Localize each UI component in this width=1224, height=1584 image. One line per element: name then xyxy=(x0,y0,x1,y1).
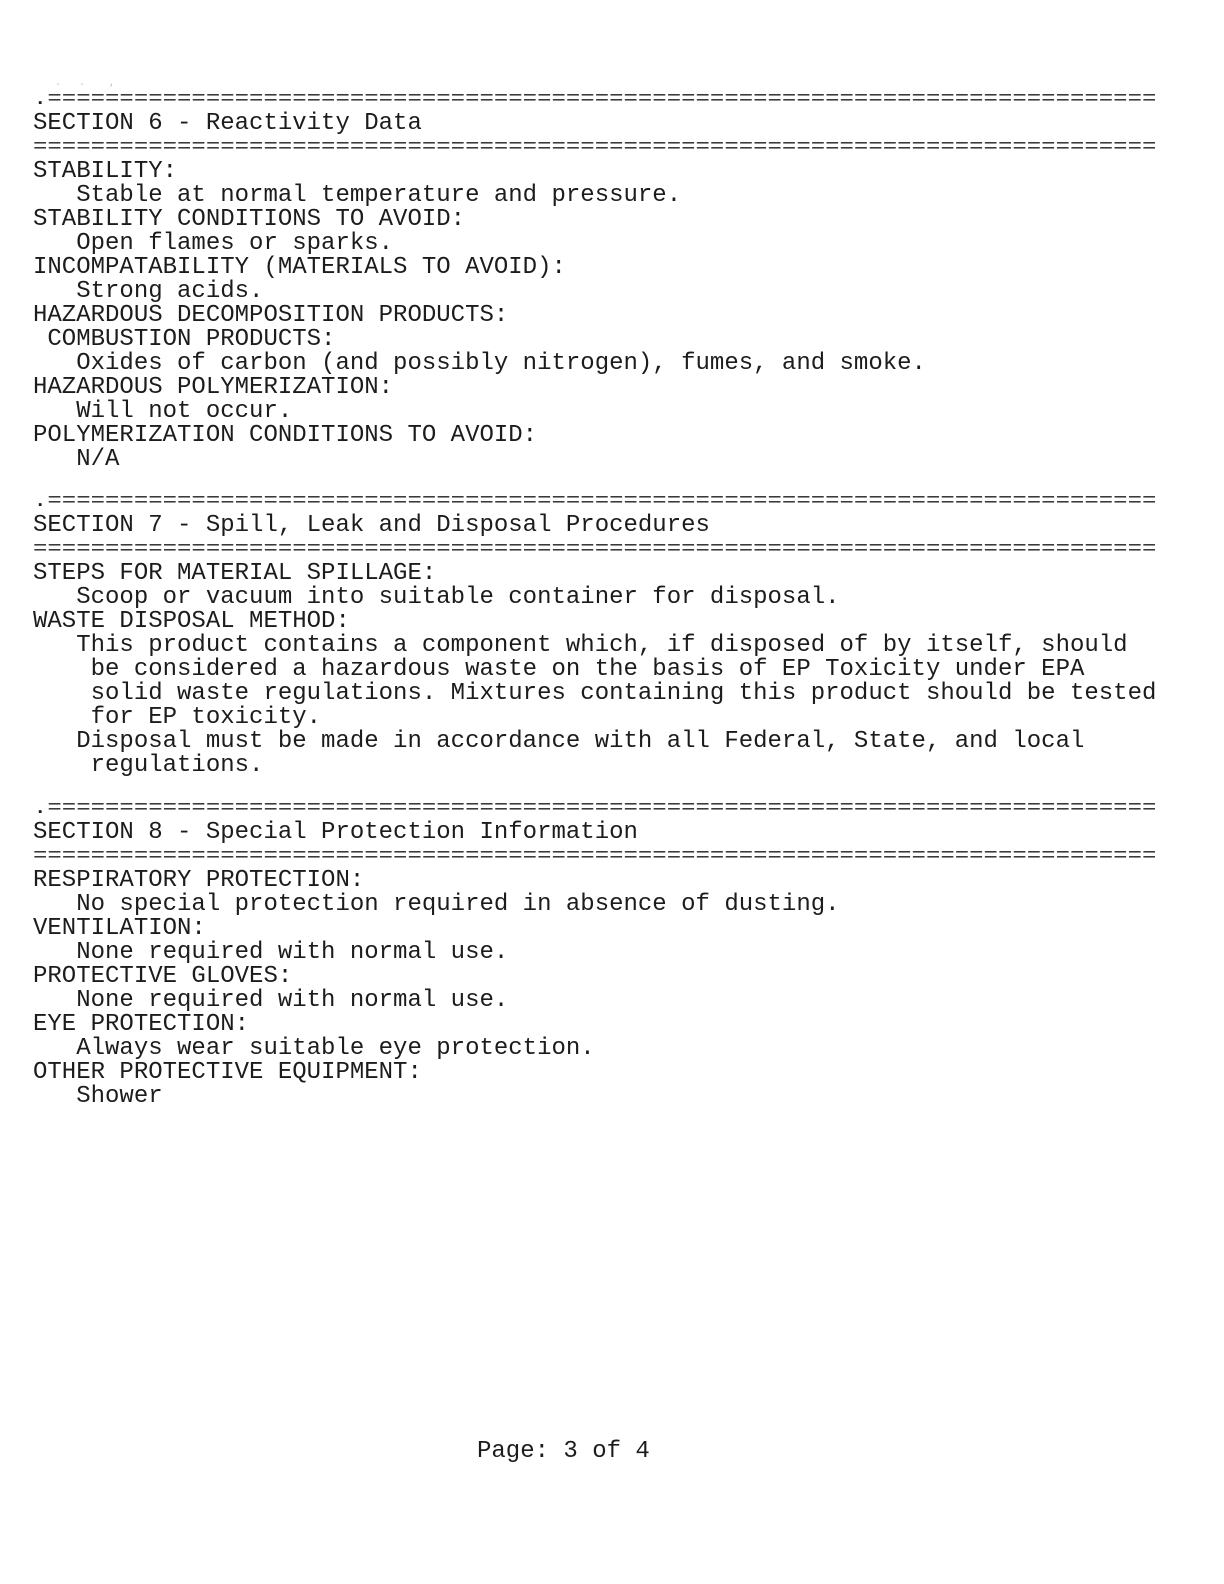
section-6 xyxy=(33,88,1156,472)
field-label: STABILITY CONDITIONS TO AVOID: xyxy=(33,206,466,233)
field-label: HAZARDOUS DECOMPOSITION PRODUCTS: xyxy=(33,302,509,329)
field-value: Stable at normal temperature and pressure. xyxy=(33,182,682,209)
field-label: STEPS FOR MATERIAL SPILLAGE: xyxy=(33,560,437,587)
field-label: WASTE DISPOSAL METHOD: xyxy=(33,608,350,635)
field-label: OTHER PROTECTIVE EQUIPMENT: xyxy=(33,1059,422,1086)
section-7 xyxy=(33,490,1156,778)
field-value: No special protection required in absence of dusting. xyxy=(33,891,840,918)
field-label: HAZARDOUS POLYMERIZATION: xyxy=(33,374,394,401)
field-value: Oxides of carbon (and possibly nitrogen), fumes, and smoke. xyxy=(33,350,926,377)
field-value: Shower xyxy=(33,1083,163,1110)
field-value: None required with normal use. xyxy=(33,987,509,1014)
field-value: solid waste regulations. Mixtures containing this product should be tested xyxy=(33,680,1157,707)
section-rule: .============================================================================= xyxy=(33,88,1157,111)
section-title: SECTION 8 - Special Protection Information xyxy=(33,819,638,846)
field-value: None required with normal use. xyxy=(33,939,509,966)
field-label: COMBUSTION PRODUCTS: xyxy=(33,326,336,353)
section-rule: .============================================================================= xyxy=(33,490,1157,513)
field-value: Strong acids. xyxy=(33,278,264,305)
section-title: SECTION 7 - Spill, Leak and Disposal Procedures xyxy=(33,512,710,539)
field-value: Disposal must be made in accordance with all Federal, State, and local xyxy=(33,728,1085,755)
field-label: EYE PROTECTION: xyxy=(33,1011,250,1038)
field-label: INCOMPATABILITY (MATERIALS TO AVOID): xyxy=(33,254,566,281)
section-rule: .============================================================================= xyxy=(33,797,1157,820)
field-label: RESPIRATORY PROTECTION: xyxy=(33,867,365,894)
field-value: be considered a hazardous waste on the basis of EP Toxicity under EPA xyxy=(33,656,1085,683)
field-label: PROTECTIVE GLOVES: xyxy=(33,963,293,990)
field-label: STABILITY: xyxy=(33,158,178,185)
section-rule: ============================================================================== xyxy=(33,136,1157,159)
field-value: Will not occur. xyxy=(33,398,293,425)
field-label: POLYMERIZATION CONDITIONS TO AVOID: xyxy=(33,422,538,449)
section-rule: ============================================================================== xyxy=(33,538,1157,561)
field-value: N/A xyxy=(33,446,120,473)
field-value: Always wear suitable eye protection. xyxy=(33,1035,595,1062)
field-value: for EP toxicity. xyxy=(33,704,322,731)
page-number: Page: 3 of 4 xyxy=(477,1438,650,1465)
section-8 xyxy=(33,797,1156,1109)
field-value: Scoop or vacuum into suitable container for disposal. xyxy=(33,584,840,611)
section-rule: ============================================================================== xyxy=(33,845,1157,868)
scan-specks: . . , xyxy=(55,78,116,89)
section-title: SECTION 6 - Reactivity Data xyxy=(33,110,422,137)
field-value: Open flames or sparks. xyxy=(33,230,394,257)
field-value: regulations. xyxy=(33,752,264,779)
field-value: This product contains a component which, if disposed of by itself, should xyxy=(33,632,1128,659)
field-label: VENTILATION: xyxy=(33,915,206,942)
